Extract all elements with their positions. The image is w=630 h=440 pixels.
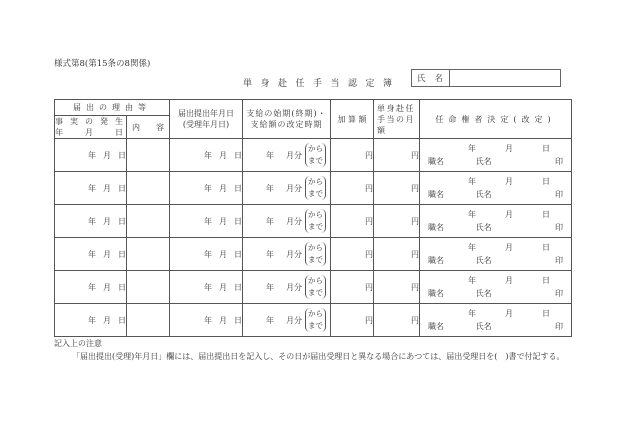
allowance-amount-cell[interactable]: 円 (374, 205, 420, 238)
table-row (55, 271, 572, 304)
payment-period-cell[interactable]: 年 月分 から まで (243, 238, 331, 271)
from-until-brace: から まで (305, 176, 326, 200)
additional-amount-cell[interactable]: 円 (331, 304, 374, 337)
submission-date-cell[interactable]: 年 月 日 (170, 139, 243, 172)
allowance-amount-cell[interactable]: 円 (374, 304, 420, 337)
fact-char: 事 (55, 117, 63, 126)
decision-header: 任命権者決定(改定) (420, 100, 572, 139)
from-until-brace: から まで (305, 275, 326, 299)
payment-period-cell[interactable]: 年 月分 から まで (243, 304, 331, 337)
decision-cell[interactable]: 年 月 日 職名 氏名 印 (420, 139, 572, 172)
allowance-amount-cell[interactable]: 円 (374, 238, 420, 271)
submission-date-cell[interactable]: 年 月 日 (170, 205, 243, 238)
fact-date-cell[interactable]: 年 月 日 (55, 304, 127, 337)
decision-cell[interactable]: 年 月 日 職名 氏名 印 (420, 304, 572, 337)
decision-cell[interactable]: 年 月 日 職名 氏名 印 (420, 238, 572, 271)
table-row (55, 238, 572, 271)
fact-date-cell[interactable]: 年 月 日 (55, 238, 127, 271)
fact-date-header (55, 116, 127, 139)
form-number: 様式第8(第15条の8関係) (54, 59, 151, 69)
content-cell[interactable] (127, 304, 170, 337)
certification-table (54, 99, 572, 337)
decision-cell[interactable]: 年 月 日 職名 氏名 印 (420, 205, 572, 238)
name-label (412, 70, 450, 86)
allowance-amount-cell[interactable]: 円 (374, 139, 420, 172)
allowance-monthly-header: 単身赴任手当の月額 (374, 100, 420, 139)
additional-amount-cell[interactable]: 円 (331, 238, 374, 271)
content-cell[interactable] (127, 238, 170, 271)
additional-amount-header: 加 算 額 (331, 100, 374, 139)
from-until-brace: から まで (305, 242, 326, 266)
from-until-brace: から まで (305, 143, 326, 167)
fact-char: 発 (100, 117, 108, 126)
content-cell[interactable] (127, 139, 170, 172)
reason-header: 届出の理由等 (55, 100, 170, 116)
fact-char: 生 (115, 117, 123, 126)
payment-period-header-1: 支給の始期(終期)・ (246, 109, 327, 118)
payment-period-cell[interactable]: 年 月分 から まで (243, 271, 331, 304)
content-cell[interactable] (127, 205, 170, 238)
additional-amount-cell[interactable]: 円 (331, 139, 374, 172)
submission-date-cell[interactable]: 年 月 日 (170, 238, 243, 271)
fact-char: の (85, 117, 93, 126)
decision-cell[interactable]: 年 月 日 職名 氏名 印 (420, 172, 572, 205)
submission-date-cell[interactable]: 年 月 日 (170, 304, 243, 337)
submission-date-cell[interactable]: 年 月 日 (170, 172, 243, 205)
payment-period-cell[interactable]: 年 月分 から まで (243, 205, 331, 238)
content-header-2: 容 (156, 122, 164, 132)
submission-date-cell[interactable]: 年 月 日 (170, 271, 243, 304)
allowance-amount-cell[interactable]: 円 (374, 172, 420, 205)
from-until-brace: から まで (305, 209, 326, 233)
name-label-1: 氏 (417, 74, 426, 84)
fact-date-cell[interactable]: 年 月 日 (55, 205, 127, 238)
content-cell[interactable] (127, 172, 170, 205)
decision-cell[interactable]: 年 月 日 職名 氏名 印 (420, 271, 572, 304)
fact-char: 月 (85, 128, 93, 137)
payment-period-cell[interactable]: 年 月分 から まで (243, 172, 331, 205)
notes-body: 「届出提出(受理)年月日」欄には、届出提出日を記入し、その日が届出受理日と異なる場合にあつては、届出受理日を( )書で付記する。 (72, 352, 565, 361)
table-row (55, 139, 572, 172)
fact-date-cell[interactable]: 年 月 日 (55, 139, 127, 172)
additional-amount-cell[interactable]: 円 (331, 271, 374, 304)
additional-amount-cell[interactable]: 円 (331, 172, 374, 205)
table-row (55, 172, 572, 205)
name-label-2: 名 (434, 74, 443, 84)
from-until-brace: から まで (305, 308, 326, 332)
content-cell[interactable] (127, 271, 170, 304)
fact-char: 年 (55, 128, 63, 137)
table-row (55, 205, 572, 238)
submission-date-header (170, 100, 243, 139)
payment-period-header (243, 100, 331, 139)
content-header-1: 内 (132, 122, 140, 132)
notes-heading: 記入上の注意 (54, 339, 102, 348)
table-row (55, 304, 572, 337)
submission-date-header-2: (受理年月日) (182, 120, 230, 129)
content-header (127, 116, 170, 139)
document-title: 単身赴任手当認定簿 (243, 79, 401, 89)
additional-amount-cell[interactable]: 円 (331, 205, 374, 238)
fact-char: 実 (70, 117, 78, 126)
payment-period-cell[interactable]: 年 月分 から まで (243, 139, 331, 172)
name-input[interactable] (450, 70, 560, 86)
submission-date-header-1: 届出提出年月日 (178, 109, 234, 118)
allowance-amount-cell[interactable]: 円 (374, 271, 420, 304)
payment-period-header-2: 支給額の改定時期 (250, 120, 323, 129)
fact-date-cell[interactable]: 年 月 日 (55, 271, 127, 304)
fact-date-cell[interactable]: 年 月 日 (55, 172, 127, 205)
name-field (411, 69, 561, 87)
fact-char: 日 (115, 128, 123, 137)
